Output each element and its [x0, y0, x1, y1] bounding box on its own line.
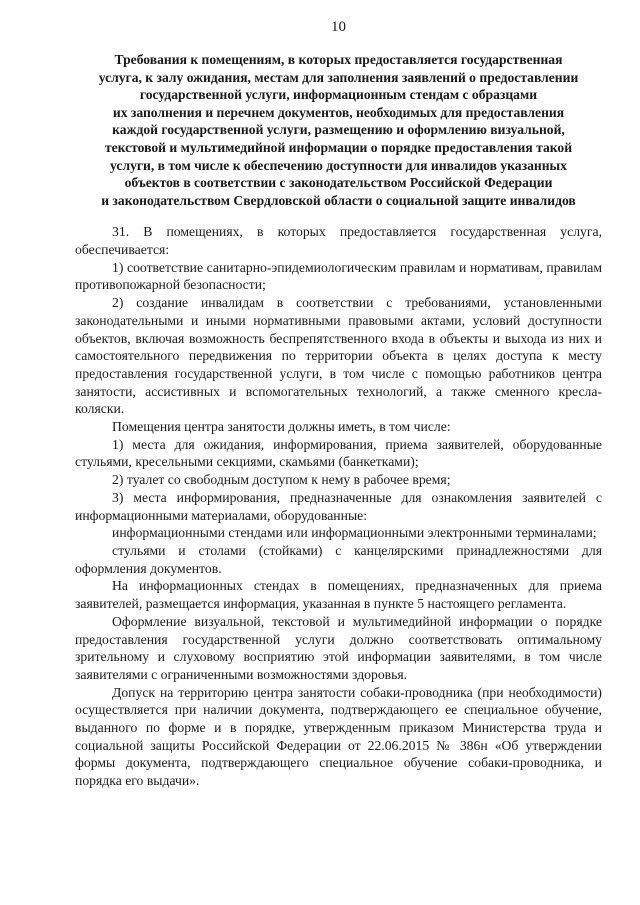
paragraph-premises-requirements: Помещения центра занятости должны иметь, в том числе: [112, 419, 451, 435]
paragraph-chairs-tables: стульями и столами (стойками) с канцелярскими принадлежностями для оформления документов. [75, 543, 602, 576]
paragraph-stand-information: На информационных стендах в помещениях, предназначенных для приема заявителей, размещается информация, указанная в пункте 5 настоящего регламента. [75, 578, 602, 612]
paragraph-item-sanitary: 1) соответствие санитарно-эпидемиологическим правилам и нормативам, правилам противопожарной безопасности; [75, 259, 602, 293]
page-number: 10 [331, 19, 346, 35]
paragraph-item-info-places: 3) места информирования, предназначенные для ознакомления заявителей с информационными материалами, оборудованные: [75, 489, 602, 523]
heading-line: услуга, к залу ожидания, местам для заполнения заявлений о предоставлении [98, 69, 579, 85]
section-heading [75, 51, 602, 209]
heading-line: объектов в соответствии с законодательством Российской Федерации [124, 175, 553, 191]
heading-line: их заполнения и перечнем документов, необходимых для предоставления [112, 104, 565, 120]
document-body [75, 223, 602, 790]
paragraph-item-toilet: 2) туалет со свободным доступом к нему в рабочее время; [112, 472, 451, 488]
heading-line: Требования к помещениям, в которых предоставляется государственная [114, 52, 563, 67]
paragraph-guide-dog: Допуск на территорию центра занятости собаки-проводника (при необходимости) осуществляется при наличии документа, подтверждающего ее специальное обучение, выданного по форме и в порядке, утвержденным приказом Министерства труда и социальной защиты Российской Федерации от 22.06.2015 № 386н «Об утверждении формы документа, подтверждающего специальное обучение собаки-проводника, и порядка его выдачи». [75, 684, 602, 789]
paragraph-item-accessibility: 2) создание инвалидам в соответствии с требованиями, установленными законодательными и иными нормативными правовыми актами, условий доступности объектов, включая возможность беспрепятственного входа в объекты и выхода из них и самостоятельного передвижения по территории объекта в целях доступа к месту предоставления государственной услуги, в том числе с помощью работников центра занятости, ассистивных и вспомогательных технологий, а также сменного кресла-коляски. [75, 295, 602, 417]
paragraph-info-stands: информационными стендами или информационными электронными терминалами; [112, 525, 597, 541]
heading-line: услуги, в том числе к обеспечению доступности для инвалидов указанных [110, 157, 567, 173]
heading-line: государственной услуги, информационным стендам с образцами [139, 87, 538, 103]
paragraph-item-waiting-places: 1) места для ожидания, информирования, приема заявителей, оборудованные стульями, кресельными секциями, скамьями (банкетками); [75, 436, 602, 470]
heading-line: и законодательством Свердловской области о социальной защите инвалидов [101, 192, 576, 208]
paragraph-31-intro: 31. В помещениях, в которых предоставляется государственная услуга, обеспечивается: [75, 224, 602, 258]
paragraph-visual-information: Оформление визуальной, текстовой и мультимедийной информации о порядке предоставления государственной услуги должно соответствовать оптимальному зрительному и слуховому восприятию этой информации заявителями, в том числе заявителями с ограниченными возможностями здоровья. [75, 613, 602, 682]
heading-line: каждой государственной услуги, размещению и оформлению визуальной, [112, 122, 565, 138]
heading-line: текстовой и мультимедийной информации о порядке предоставления такой [104, 139, 573, 155]
